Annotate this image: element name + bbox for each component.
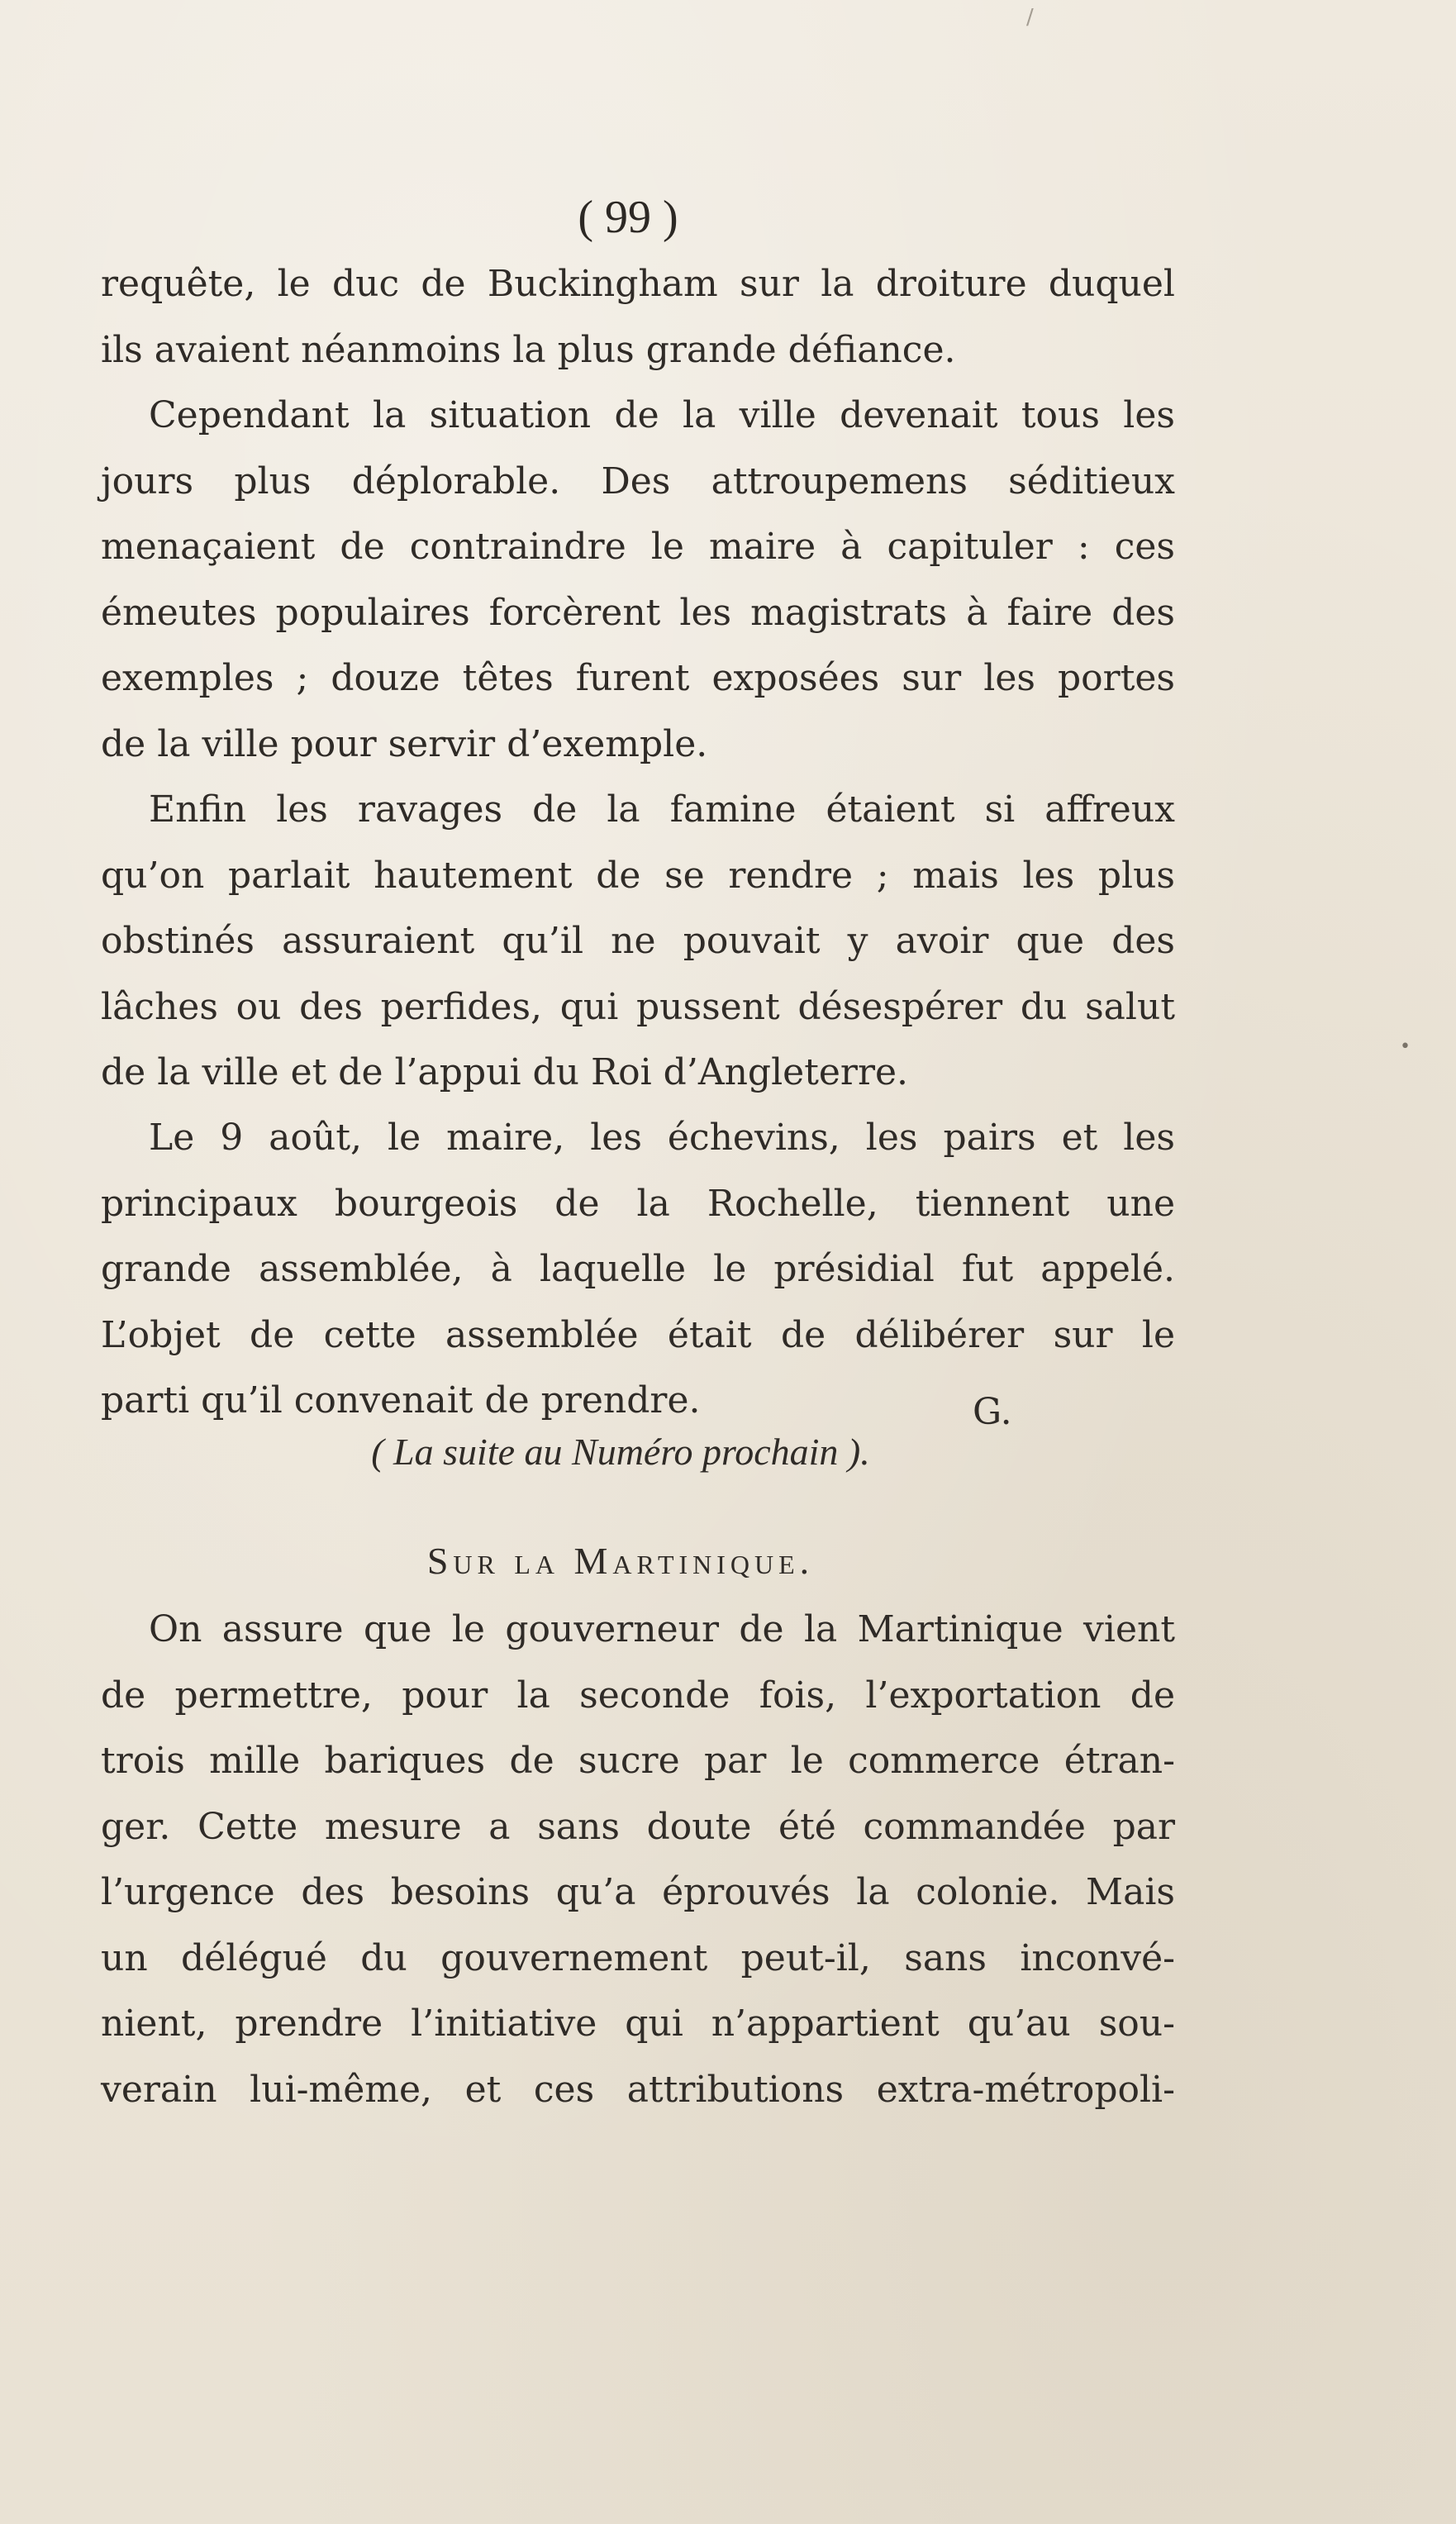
paragraph-3 [101, 788, 1175, 1117]
text-line: requête, le duc de Buckingham sur la droiture duquel [101, 263, 1175, 305]
continuation-note: ( La suite au Numéro prochain ). [371, 1431, 870, 1473]
text-line: un délégué du gouvernement peut-il, sans inconvé- [101, 1936, 1175, 1979]
text-line: L’objet de cette assemblée était de délibérer sur le [101, 1313, 1175, 1356]
text-line: grande assemblée, à laquelle le présidial fut appelé. [101, 1248, 1175, 1290]
text-line: nient, prendre l’initiative qui n’appartient qu’au sou- [101, 2003, 1175, 2045]
section-paragraph [101, 1608, 1175, 2134]
paragraph-2 [101, 394, 1175, 788]
section-heading: Sur la Martinique. [426, 1540, 815, 1582]
stray-mark: / [1026, 5, 1034, 30]
text-line: Enfin les ravages de la famine étaient si affreux [149, 788, 1175, 831]
text-line: de permettre, pour la seconde fois, l’exportation de [101, 1674, 1175, 1717]
text-line: qu’on parlait hautement de se rendre ; mais les plus [101, 854, 1175, 897]
text-line: verain lui-même, et ces attributions extra-métropoli- [101, 2068, 1175, 2111]
text-line: de la ville et de l’appui du Roi d’Angleterre. [101, 1051, 909, 1093]
text-line: trois mille bariques de sucre par le commerce étran- [101, 1740, 1175, 1782]
text-line: émeutes populaires forcèrent les magistrats à faire des [101, 591, 1175, 634]
text-line: de la ville pour servir d’exemple. [101, 722, 708, 765]
text-line: lâches ou des perfides, qui pussent désespérer du salut [101, 985, 1175, 1028]
text-line: jours plus déplorable. Des attroupemens séditieux [101, 460, 1175, 502]
text-line: Le 9 août, le maire, les échevins, les pairs et les [149, 1117, 1175, 1159]
text-line: parti qu’il convenait de prendre. [101, 1379, 701, 1422]
text-line: obstinés assuraient qu’il ne pouvait y avoir que des [101, 920, 1175, 962]
paragraph-1 [101, 263, 1175, 394]
text-line: l’urgence des besoins qu’a éprouvés la colonie. Mais [101, 1871, 1175, 1913]
page-number: ( 99 ) [578, 192, 678, 243]
paragraph-4 [101, 1117, 1175, 1445]
text-line: principaux bourgeois de la Rochelle, tiennent une [101, 1182, 1175, 1225]
stray-mark: • [1400, 1036, 1411, 1057]
text-line: menaçaient de contraindre le maire à capituler : ces [101, 526, 1175, 568]
text-line: ils avaient néanmoins la plus grande défiance. [101, 328, 956, 371]
text-line: On assure que le gouverneur de la Martinique vient [149, 1608, 1175, 1650]
author-signature: G. [973, 1391, 1012, 1433]
text-line: Cependant la situation de la ville devenait tous les [149, 394, 1175, 436]
text-line: exemples ; douze têtes furent exposées sur les portes [101, 657, 1175, 699]
text-line: ger. Cette mesure a sans doute été commandée par [101, 1805, 1175, 1848]
